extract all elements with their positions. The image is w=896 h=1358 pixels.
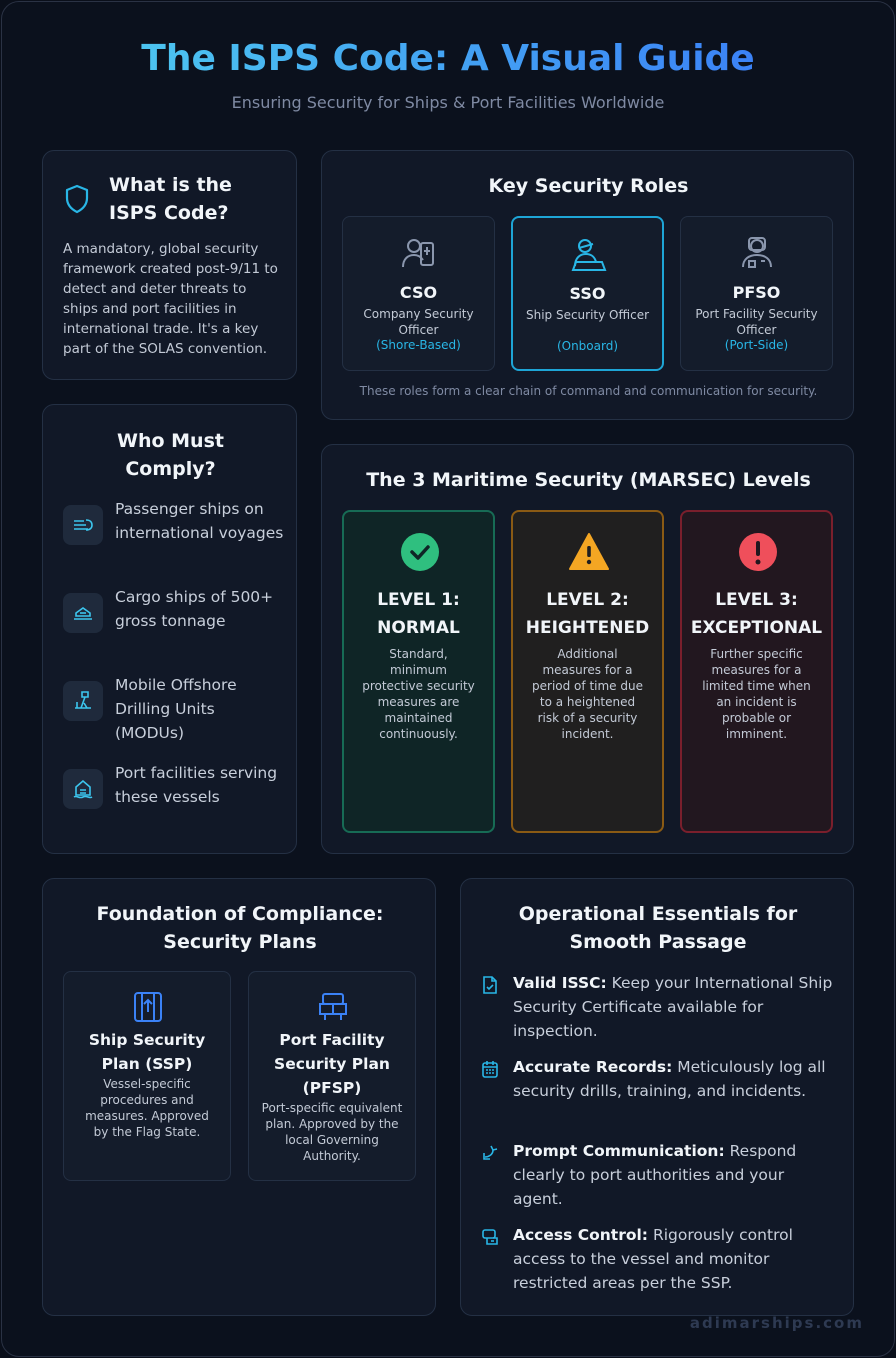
level-1-number: LEVEL 1: bbox=[377, 590, 460, 610]
who-title: Who Must Comply? bbox=[117, 430, 224, 480]
plan-ssp-name: Ship Security Plan (SSP) bbox=[88, 1031, 206, 1073]
level-2-name: HEIGHTENED bbox=[525, 618, 650, 638]
calendar-icon bbox=[481, 1059, 499, 1079]
company-officer-icon bbox=[399, 235, 439, 273]
roles-note: These roles form a clear chain of command and communication for security. bbox=[359, 384, 818, 398]
op-item: Prompt Communication: Respond clearly to port authorities and your agent. bbox=[481, 1139, 836, 1211]
op-item: Accurate Records: Meticulously log all security drills, training, and incidents. bbox=[481, 1055, 836, 1103]
op-item: Valid ISSC: Keep your International Ship Security Certificate available for inspection. bbox=[481, 971, 836, 1043]
level-3-desc: Further specific measures for a limited time when an incident is probable or imminent. bbox=[702, 647, 811, 741]
warning-triangle-icon bbox=[569, 532, 609, 572]
port-facility-icon bbox=[63, 769, 103, 809]
level-2-number: LEVEL 2: bbox=[546, 590, 629, 610]
who-must-comply-card bbox=[42, 404, 297, 854]
level-1-desc: Standard, minimum protective security measures are maintained continuously. bbox=[362, 647, 475, 741]
plan-pfsp bbox=[248, 971, 416, 1181]
page-title: The ISPS Code: A Visual Guide bbox=[141, 38, 755, 79]
ship-plan-icon bbox=[132, 990, 164, 1024]
what-is-card bbox=[42, 150, 297, 380]
security-plans-card bbox=[42, 878, 436, 1316]
footer-brand: adimarships.com bbox=[689, 1314, 864, 1332]
role-sso: SSO Ship Security Officer (Onboard) bbox=[511, 216, 664, 371]
port-plan-icon bbox=[317, 990, 349, 1024]
roles-title: Key Security Roles bbox=[488, 175, 689, 197]
op-item: Access Control: Rigorously control access to the vessel and monitor restricted areas per the SSP. bbox=[481, 1223, 836, 1295]
comply-item: Mobile Offshore Drilling Units (MODUs) bbox=[63, 673, 288, 745]
role-pfso: PFSO Port Facility Security Officer (Port-Side) bbox=[680, 216, 833, 371]
communication-icon bbox=[481, 1143, 499, 1163]
marsec-levels-card bbox=[321, 444, 854, 854]
cargo-ship-icon bbox=[63, 593, 103, 633]
key-roles-card bbox=[321, 150, 854, 420]
port-officer-icon bbox=[737, 235, 777, 273]
access-control-icon bbox=[481, 1227, 499, 1247]
level-2-card bbox=[511, 510, 664, 833]
certificate-icon bbox=[481, 975, 499, 995]
plans-title: Foundation of Compliance: Security Plans bbox=[96, 903, 384, 953]
comply-item: Cargo ships of 500+ gross tonnage bbox=[63, 585, 288, 633]
plan-ssp bbox=[63, 971, 231, 1181]
comply-item: Passenger ships on international voyages bbox=[63, 497, 288, 545]
ship-officer-icon bbox=[569, 236, 609, 274]
drilling-unit-icon bbox=[63, 681, 103, 721]
plan-ssp-desc: Vessel-specific procedures and measures. Approved by the Flag State. bbox=[85, 1077, 209, 1139]
alert-circle-icon bbox=[738, 532, 778, 572]
passenger-ship-icon bbox=[63, 505, 103, 545]
level-3-card bbox=[680, 510, 833, 833]
levels-title: The 3 Maritime Security (MARSEC) Levels bbox=[366, 469, 811, 491]
level-3-name: EXCEPTIONAL bbox=[690, 618, 823, 638]
ops-title: Operational Essentials for Smooth Passage bbox=[518, 903, 798, 953]
operational-essentials-card bbox=[460, 878, 854, 1316]
level-1-name: NORMAL bbox=[377, 618, 460, 638]
plan-pfsp-desc: Port-specific equivalent plan. Approved by the local Governing Authority. bbox=[261, 1101, 403, 1163]
what-is-title: What is the ISPS Code? bbox=[109, 174, 232, 224]
level-3-number: LEVEL 3: bbox=[715, 590, 798, 610]
what-is-body: A mandatory, global security framework created post-9/11 to detect and deter threats to ships and port facilities in international trade. It's a key part of the SOLAS convention. bbox=[63, 241, 278, 357]
page-subtitle: Ensuring Security for Ships & Port Facilities Worldwide bbox=[231, 93, 665, 112]
plan-pfsp-name: Port Facility Security Plan (PFSP) bbox=[274, 1031, 390, 1097]
check-circle-icon bbox=[400, 532, 440, 572]
comply-item: Port facilities serving these vessels bbox=[63, 761, 288, 809]
level-2-desc: Additional measures for a period of time due to a heightened risk of a security incident. bbox=[532, 647, 643, 741]
role-cso: CSO Company Security Officer (Shore-Based) bbox=[342, 216, 495, 371]
shield-icon bbox=[63, 183, 91, 215]
level-1-card bbox=[342, 510, 495, 833]
